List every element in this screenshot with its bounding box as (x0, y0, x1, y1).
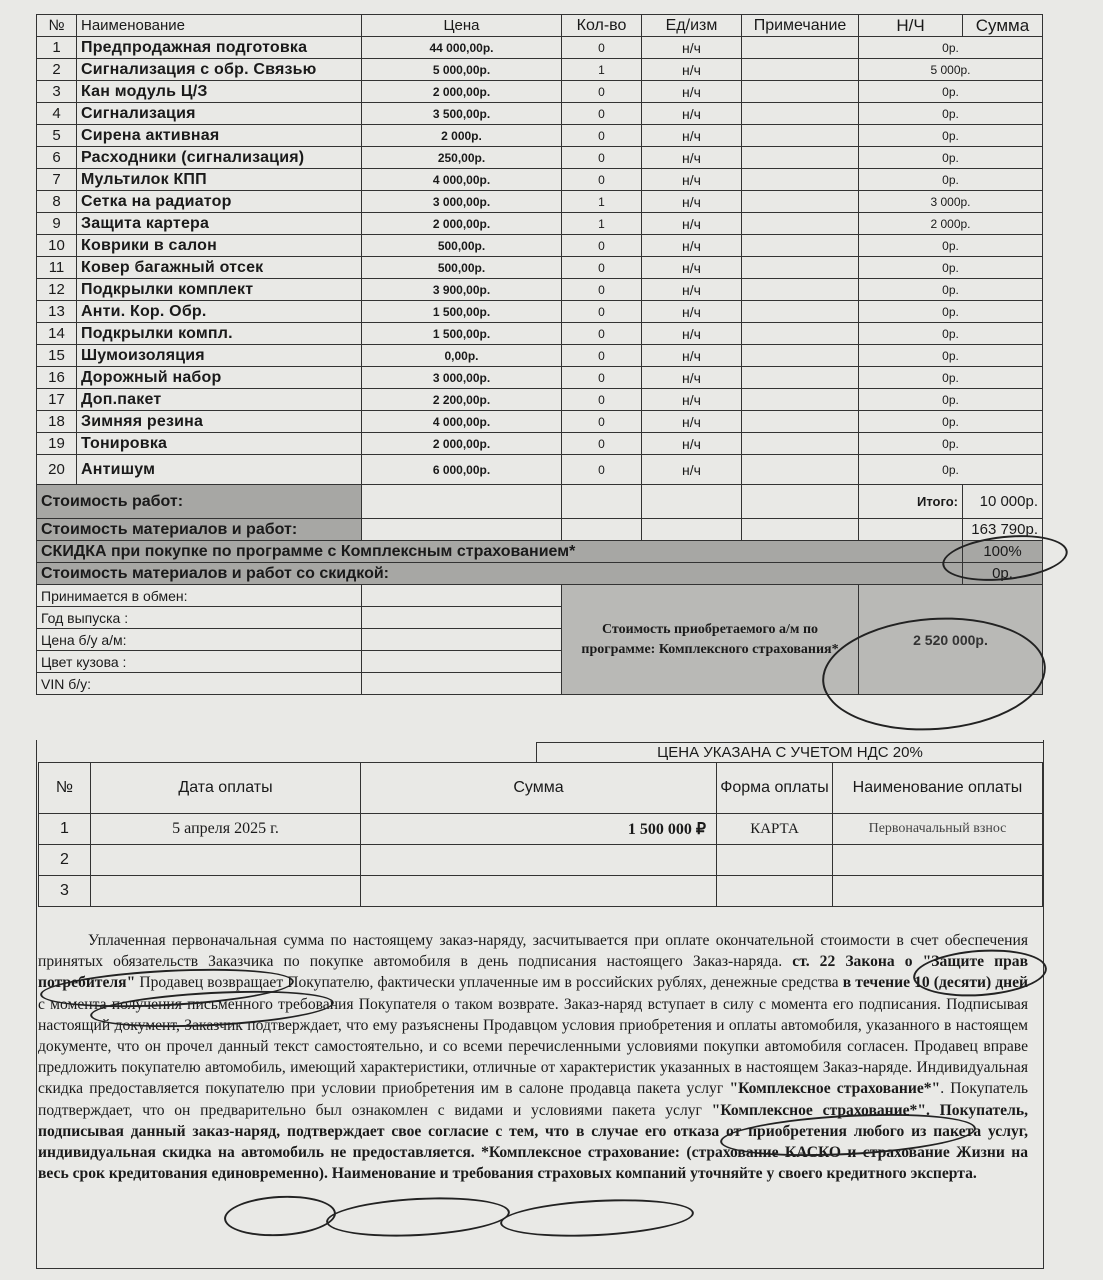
item-name: Сигнализация (77, 103, 362, 125)
item-number: 12 (37, 279, 77, 301)
item-number: 15 (37, 345, 77, 367)
pay-num: 1 (39, 814, 91, 845)
terms-law-ref: ст. 22 Закона о "Защите прав потребителя" (38, 953, 1028, 992)
items-body (37, 37, 1043, 485)
item-note (742, 213, 859, 235)
item-price: 3 900,00р. (362, 279, 562, 301)
item-price: 500,00р. (362, 235, 562, 257)
item-name: Шумоизоляция (77, 345, 362, 367)
services-table (36, 14, 1043, 695)
item-price: 4 000,00р. (362, 411, 562, 433)
item-qty: 0 (562, 279, 642, 301)
item-price: 250,00р. (362, 147, 562, 169)
terms-insurance-note: *Комплексное страхование: (страхование КАСКО и страхование Жизни на весь срок кредитования единовременно). Наименование и требования страховых компаний уточняйте у своего кредитного эксперта. (38, 1144, 1028, 1183)
item-sum: 0р. (859, 367, 1043, 389)
item-note (742, 59, 859, 81)
item-sum: 0р. (859, 301, 1043, 323)
table-header (37, 15, 1043, 37)
terms-consent: "Комплексное страхование*". Покупатель, подписывая данный заказ-наряд, подтверждает свое согласие с тем, что в случае его отказа от приобретения любого из пакета услуг, индивидуальная скидка на автомобиль не предоставляется. (38, 1101, 1028, 1162)
item-row (37, 279, 1043, 301)
item-note (742, 389, 859, 411)
item-name: Подкрылки компл. (77, 323, 362, 345)
item-qty: 0 (562, 235, 642, 257)
totals-body (37, 485, 1043, 585)
item-row (37, 367, 1043, 389)
itogo-value: 10 000р. (963, 485, 1043, 519)
item-number: 9 (37, 213, 77, 235)
pay-date (91, 876, 361, 907)
item-sum: 0р. (859, 103, 1043, 125)
item-qty: 0 (562, 345, 642, 367)
item-note (742, 169, 859, 191)
item-sum: 0р. (859, 455, 1043, 485)
item-row (37, 37, 1043, 59)
itogo-label: Итого: (859, 485, 963, 519)
item-row (37, 235, 1043, 257)
item-row (37, 81, 1043, 103)
item-price: 6 000,00р. (362, 455, 562, 485)
item-unit: н/ч (642, 455, 742, 485)
item-qty: 0 (562, 411, 642, 433)
item-number: 3 (37, 81, 77, 103)
item-note (742, 455, 859, 485)
pay-form (717, 876, 833, 907)
terms-p2: Продавец возвращает Покупателю, фактически уплаченные им в российских рублях, денежные средства (139, 974, 839, 992)
item-qty: 0 (562, 323, 642, 345)
pay-purpose (833, 845, 1043, 876)
materials-cost-value: 163 790р. (963, 519, 1043, 541)
item-number: 13 (37, 301, 77, 323)
col-price-header: Цена (362, 15, 562, 37)
item-row (37, 323, 1043, 345)
discount-value: 100% (963, 541, 1043, 563)
pay-col-num: № (39, 763, 91, 814)
item-sum: 3 000р. (859, 191, 1043, 213)
item-qty: 0 (562, 103, 642, 125)
item-note (742, 257, 859, 279)
item-sum: 0р. (859, 125, 1043, 147)
item-sum: 0р. (859, 345, 1043, 367)
item-name: Сирена активная (77, 125, 362, 147)
item-note (742, 433, 859, 455)
item-unit: н/ч (642, 389, 742, 411)
item-unit: н/ч (642, 147, 742, 169)
item-note (742, 411, 859, 433)
item-row (37, 169, 1043, 191)
terms-p3: с момента получения письменного требования Покупателя о таком возврате. Заказ-наряд вступает в силу с момента его подписания. Подписывая настоящий документ, Заказчик подтверждает, что ему разъяснены Продавцом условия приобретения и оплаты автомобиля, указанного в настоящем документе, что он прочел данный текст самостоятельно, и со всеми перечисленными условиями покупки автомобиля согласен. Продавец вправе предложить покупателю автомобиль, имеющий характеристики, отличные от характеристик указанных в настоящем Заказ-наряде. Индивидуальная скидка предоставляется покупателю при условии приобретения им в салоне продавца пакета услуг (38, 995, 1028, 1098)
item-number: 11 (37, 257, 77, 279)
col-sum-header: Сумма (963, 15, 1043, 37)
item-price: 1 500,00р. (362, 323, 562, 345)
item-unit: н/ч (642, 345, 742, 367)
item-note (742, 81, 859, 103)
terms-refund-period: в течение 10 (десяти) дней (842, 974, 1029, 992)
item-name: Антишум (77, 455, 362, 485)
item-note (742, 367, 859, 389)
item-name: Предпродажная подготовка (77, 37, 362, 59)
pay-col-date: Дата оплаты (91, 763, 361, 814)
item-price: 4 000,00р. (362, 169, 562, 191)
item-name: Расходники (сигнализация) (77, 147, 362, 169)
payment-row (39, 876, 1043, 907)
item-row (37, 345, 1043, 367)
pay-col-form: Форма оплаты (717, 763, 833, 814)
item-price: 2 000,00р. (362, 433, 562, 455)
after-discount-label: Стоимость материалов и работ со скидкой: (37, 563, 963, 585)
item-unit: н/ч (642, 213, 742, 235)
item-number: 5 (37, 125, 77, 147)
pay-date (91, 845, 361, 876)
pay-sum (361, 845, 717, 876)
pay-form (717, 845, 833, 876)
item-sum: 0р. (859, 411, 1043, 433)
item-number: 14 (37, 323, 77, 345)
pay-purpose (833, 876, 1043, 907)
item-sum: 0р. (859, 389, 1043, 411)
item-number: 7 (37, 169, 77, 191)
item-price: 3 500,00р. (362, 103, 562, 125)
item-sum: 0р. (859, 279, 1043, 301)
item-name: Тонировка (77, 433, 362, 455)
discount-label: СКИДКА при покупке по программе с Комплексным страхованием* (37, 541, 963, 563)
item-qty: 0 (562, 169, 642, 191)
item-name: Защита картера (77, 213, 362, 235)
item-sum: 0р. (859, 323, 1043, 345)
item-name: Мультилок КПП (77, 169, 362, 191)
item-note (742, 191, 859, 213)
item-sum: 0р. (859, 169, 1043, 191)
item-name: Сетка на радиатор (77, 191, 362, 213)
item-price: 0,00р. (362, 345, 562, 367)
terms-text (38, 930, 1028, 1184)
item-unit: н/ч (642, 235, 742, 257)
item-qty: 0 (562, 257, 642, 279)
trade-in-color: Цвет кузова : (37, 651, 362, 673)
item-unit: н/ч (642, 411, 742, 433)
car-price-label: Стоимость приобретаемого а/м по программе: Комплексного страхования* (562, 585, 859, 695)
item-qty: 0 (562, 37, 642, 59)
item-qty: 1 (562, 59, 642, 81)
item-row (37, 389, 1043, 411)
item-note (742, 323, 859, 345)
item-name: Подкрылки комплект (77, 279, 362, 301)
car-price-value: 2 520 000р. (859, 585, 1043, 695)
pay-col-purpose: Наименование оплаты (833, 763, 1043, 814)
pay-form: КАРТА (717, 814, 833, 845)
payments-table (38, 762, 1043, 907)
item-qty: 0 (562, 433, 642, 455)
col-unit-header: Ед/изм (642, 15, 742, 37)
item-number: 16 (37, 367, 77, 389)
item-qty: 0 (562, 125, 642, 147)
item-note (742, 103, 859, 125)
trade-in-accepted: Принимается в обмен: (37, 585, 362, 607)
item-price: 2 000р. (362, 125, 562, 147)
item-number: 8 (37, 191, 77, 213)
materials-cost-label: Стоимость материалов и работ: (37, 519, 362, 541)
item-sum: 0р. (859, 433, 1043, 455)
item-unit: н/ч (642, 37, 742, 59)
item-price: 1 500,00р. (362, 301, 562, 323)
item-price: 2 000,00р. (362, 213, 562, 235)
item-sum: 0р. (859, 147, 1043, 169)
item-price: 5 000,00р. (362, 59, 562, 81)
item-unit: н/ч (642, 125, 742, 147)
item-row (37, 433, 1043, 455)
item-number: 10 (37, 235, 77, 257)
item-unit: н/ч (642, 81, 742, 103)
item-note (742, 301, 859, 323)
item-price: 500,00р. (362, 257, 562, 279)
item-name: Кан модуль Ц/З (77, 81, 362, 103)
item-price: 2 200,00р. (362, 389, 562, 411)
item-note (742, 147, 859, 169)
item-number: 19 (37, 433, 77, 455)
item-unit: н/ч (642, 367, 742, 389)
item-row (37, 191, 1043, 213)
item-qty: 0 (562, 455, 642, 485)
item-number: 20 (37, 455, 77, 485)
payments-body (39, 814, 1043, 907)
after-discount-value: 0р. (963, 563, 1043, 585)
pay-col-sum: Сумма (361, 763, 717, 814)
item-row (37, 59, 1043, 81)
item-sum: 0р. (859, 81, 1043, 103)
item-row (37, 147, 1043, 169)
item-number: 6 (37, 147, 77, 169)
item-unit: н/ч (642, 59, 742, 81)
item-qty: 1 (562, 213, 642, 235)
pay-sum (361, 876, 717, 907)
item-number: 17 (37, 389, 77, 411)
item-row (37, 125, 1043, 147)
item-row (37, 213, 1043, 235)
terms-package-name: "Комплексное страхование*" (729, 1080, 941, 1098)
col-note-header: Примечание (742, 15, 859, 37)
item-name: Анти. Кор. Обр. (77, 301, 362, 323)
item-price: 44 000,00р. (362, 37, 562, 59)
item-price: 3 000,00р. (362, 367, 562, 389)
item-number: 1 (37, 37, 77, 59)
item-unit: н/ч (642, 323, 742, 345)
item-note (742, 235, 859, 257)
item-name: Дорожный набор (77, 367, 362, 389)
terms-p4: . Покупатель подтверждает, что он предварительно был ознакомлен с видами и условиями пакета услуг (38, 1080, 1029, 1119)
item-sum: 0р. (859, 257, 1043, 279)
item-qty: 0 (562, 147, 642, 169)
col-qty-header: Кол-во (562, 15, 642, 37)
item-unit: н/ч (642, 191, 742, 213)
works-cost-label: Стоимость работ: (37, 485, 362, 519)
item-row (37, 257, 1043, 279)
item-number: 18 (37, 411, 77, 433)
item-unit: н/ч (642, 433, 742, 455)
item-qty: 0 (562, 301, 642, 323)
item-price: 3 000,00р. (362, 191, 562, 213)
trade-in-vin: VIN б/у: (37, 673, 362, 695)
item-qty: 0 (562, 367, 642, 389)
item-unit: н/ч (642, 169, 742, 191)
item-name: Коврики в салон (77, 235, 362, 257)
col-nh-header: Н/Ч (859, 15, 963, 37)
item-name: Ковер багажный отсек (77, 257, 362, 279)
item-row (37, 301, 1043, 323)
pay-num: 3 (39, 876, 91, 907)
pay-date: 5 апреля 2025 г. (91, 814, 361, 845)
terms-paragraph (38, 930, 1028, 1184)
item-note (742, 345, 859, 367)
pay-sum: 1 500 000 ₽ (361, 814, 717, 845)
payment-row (39, 814, 1043, 845)
item-name: Зимняя резина (77, 411, 362, 433)
pay-purpose: Первоначальный взнос (833, 814, 1043, 845)
col-num-header: № (37, 15, 77, 37)
item-note (742, 125, 859, 147)
item-qty: 0 (562, 389, 642, 411)
item-note (742, 279, 859, 301)
item-row (37, 103, 1043, 125)
trade-in-year: Год выпуска : (37, 607, 362, 629)
item-row (37, 411, 1043, 433)
item-unit: н/ч (642, 103, 742, 125)
item-number: 4 (37, 103, 77, 125)
pay-num: 2 (39, 845, 91, 876)
trade-in-used-price: Цена б/у а/м: (37, 629, 362, 651)
terms-p1: Уплаченная первоначальная сумма по настоящему заказ-наряду, засчитывается при оплате окончательной стоимости в счет обеспечения принятых обязательств Заказчика по покупке автомобиля в день подписания настоящего Заказ-наряда. (38, 932, 1028, 971)
item-unit: н/ч (642, 301, 742, 323)
vat-note: ЦЕНА УКАЗАНА С УЧЕТОМ НДС 20% (536, 742, 1044, 763)
item-number: 2 (37, 59, 77, 81)
item-row (37, 455, 1043, 485)
item-unit: н/ч (642, 279, 742, 301)
item-sum: 0р. (859, 235, 1043, 257)
item-sum: 2 000р. (859, 213, 1043, 235)
trade-in-body (37, 585, 1043, 695)
col-name-header: Наименование (77, 15, 362, 37)
payment-row (39, 845, 1043, 876)
item-sum: 5 000р. (859, 59, 1043, 81)
item-unit: н/ч (642, 257, 742, 279)
item-name: Доп.пакет (77, 389, 362, 411)
item-note (742, 37, 859, 59)
item-price: 2 000,00р. (362, 81, 562, 103)
item-sum: 0р. (859, 37, 1043, 59)
item-qty: 0 (562, 81, 642, 103)
item-qty: 1 (562, 191, 642, 213)
item-name: Сигнализация с обр. Связью (77, 59, 362, 81)
